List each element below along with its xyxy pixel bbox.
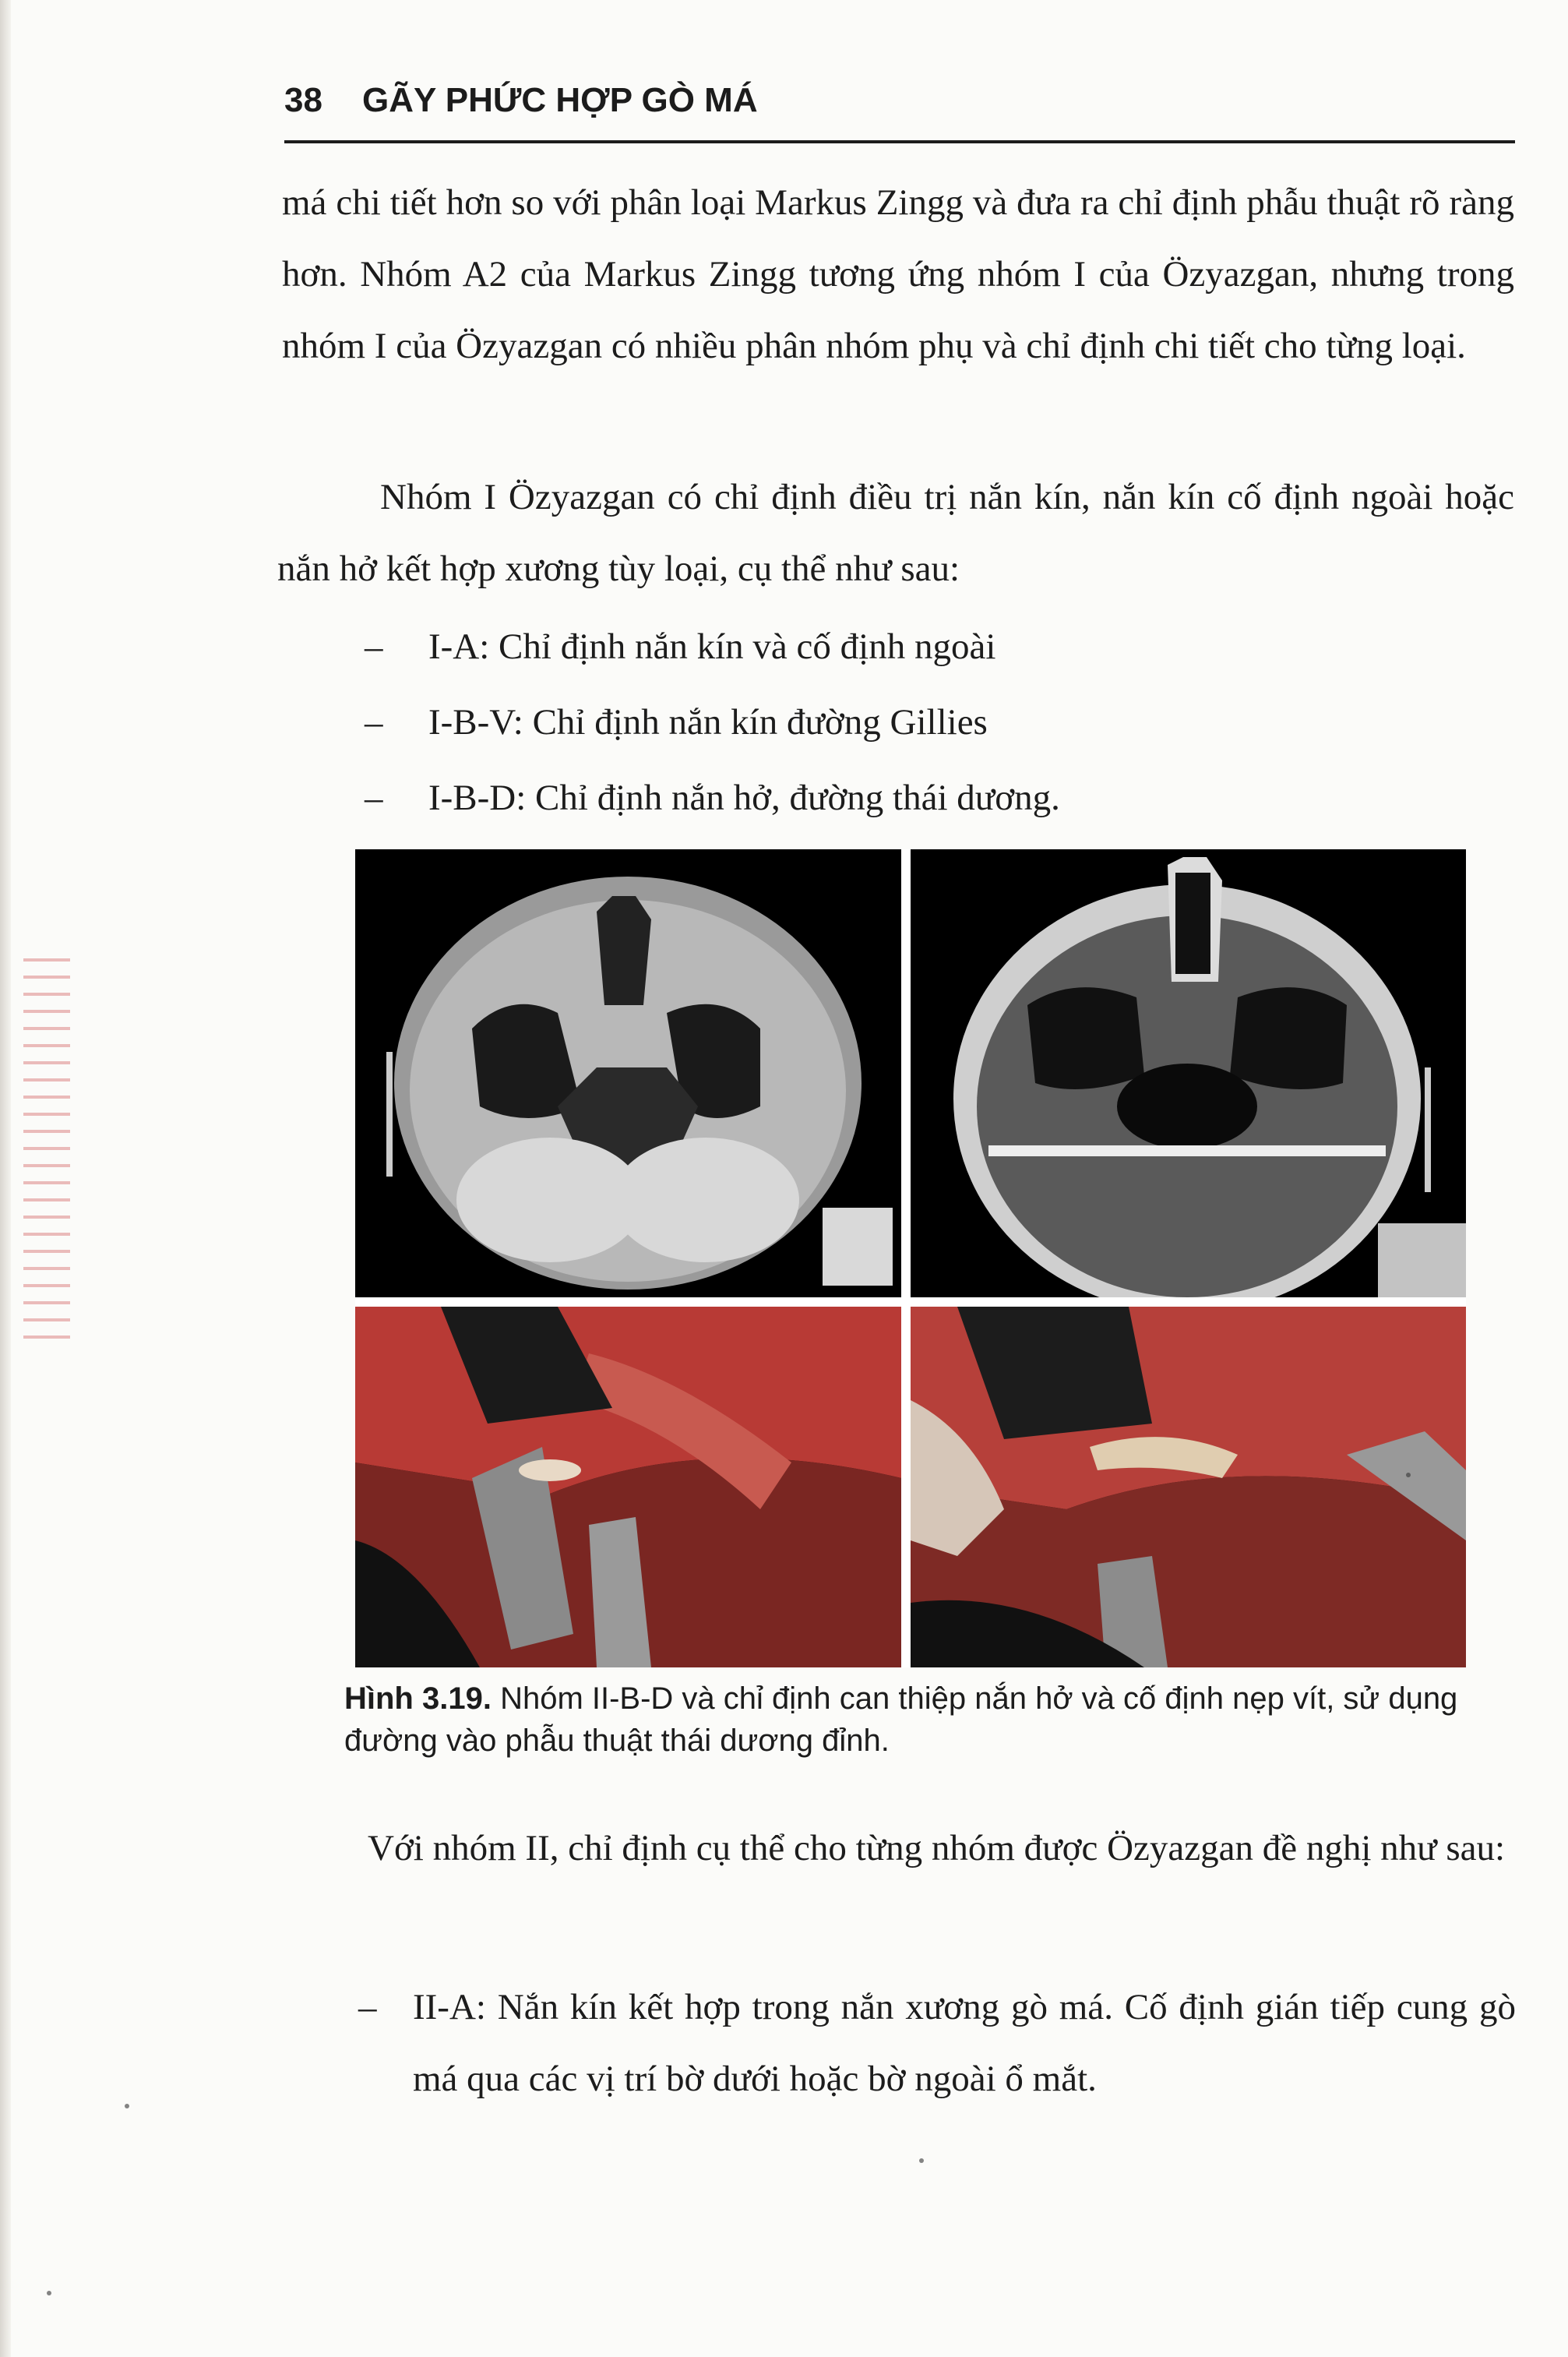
figure-3-19 — [355, 849, 1466, 1667]
caption-text: Nhóm II-B-D và chỉ định can thiệp nắn hở và cố định nẹp vít, sử dụng đường vào phẫu thuật thái dương đỉnh. — [344, 1681, 1458, 1758]
running-title: GÃY PHỨC HỢP GÒ MÁ — [362, 81, 758, 119]
indication-list-group-2 — [358, 1971, 1516, 2115]
page-spine-shadow — [0, 0, 11, 2357]
paragraph-3: Với nhóm II, chỉ định cụ thể cho từng nhóm được Özyazgan đề nghị như sau: — [368, 1828, 1506, 1868]
scan-speck — [1406, 1473, 1411, 1477]
figure-caption — [344, 1678, 1482, 1762]
page-number: 38 — [284, 81, 322, 119]
page-header — [284, 78, 1515, 143]
bleed-through-mark — [23, 958, 70, 1348]
list-item: – I-B-V: Chỉ định nắn kín đường Gillies — [365, 686, 1455, 762]
caption-label: Hình 3.19. — [344, 1681, 492, 1716]
surgery-photo-left — [355, 1307, 901, 1667]
surgery-photo-right — [911, 1307, 1466, 1667]
scan-speck — [919, 2158, 924, 2163]
indication-list-group-1 — [365, 611, 1455, 838]
list-item: – II-A: Nắn kín kết hợp trong nắn xương gò má. Cố định gián tiếp cung gò má qua các vị trí bờ dưới hoặc bờ ngoài ổ mắt. — [358, 1971, 1516, 2115]
list-item: – I-B-D: Chỉ định nắn hở, đường thái dương. — [365, 762, 1455, 838]
scan-speck — [47, 2291, 51, 2295]
list-item: – I-A: Chỉ định nắn kín và cố định ngoài — [365, 611, 1455, 686]
scan-speck — [125, 2104, 129, 2108]
paragraph-2: Nhóm I Özyazgan có chỉ định điều trị nắn kín, nắn kín cố định ngoài hoặc nắn hở kết hợp xương tùy loại, cụ thể như sau: — [277, 477, 1514, 589]
paragraph-1: má chi tiết hơn so với phân loại Markus Zingg và đưa ra chỉ định phẫu thuật rõ ràng hơn. Nhóm A2 của Markus Zingg tương ứng nhóm I của Özyazgan, nhưng trong nhóm I của Özyazgan có nhiều phân nhóm phụ và chỉ định chi tiết cho từng loại. — [282, 182, 1514, 366]
ct-scan-left — [355, 849, 901, 1297]
ct-scan-right — [911, 849, 1466, 1297]
